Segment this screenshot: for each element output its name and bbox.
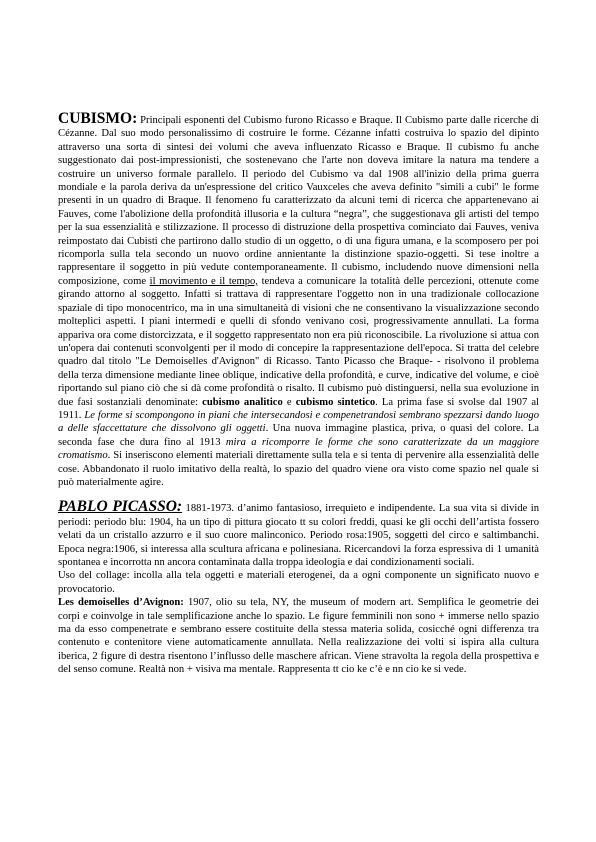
- cubismo-sintetico-term: cubismo sintetico: [295, 396, 376, 408]
- cubismo-text-1: Principali esponenti del Cubismo furono Ricasso e Braque. Il Cubismo parte dalle ricerche di Cézanne. Dal suo modo personalissimo di costruire le forme. Cézanne infatti costruiva lo spazio del dipinto attraverso una sorta di sintesi dei volumi che aveva influenzato Ricasso e Braque. Il cubismo fu anche suggestionato dai post-impressionisti, che sostenevano che l'arte non doveva imitare la natura ma tendere a costruire un universo formale parallelo. Il periodo del Cubismo va dal 1908 all'inizio della prima guerra mondiale e la parola deriva da un'espressione del critico Vauxceles che aveva definito "simili a cubi" le forme presenti in un quadro di Braque. Il fenomeno fu caratterizzato da alcuni temi di ricerca che appartenevano ai Fauves, come l'abolizione della profondità illusoria e la cultura “negra”, che suggestionava gli artisti del tempo per la sua essenzialità e stilizzazione. Il processo di distruzione della prospettiva cominciato dai Fauves, veniva reimpostato dai Cubisti che partirono dallo studio di un oggetto, o di una figura umana, e la scomposero per poi ricomporla sulla tela secondo un nuovo ordine annientante la distinzione spazio-oggetti. Si tese inoltre a rappresentare il soggetto in più vedute contemporaneamente. Il cubismo, includendo nuove dimensioni nella composizione, come: [58, 115, 539, 287]
- cubismo-underlined-text: il movimento e il tempo,: [149, 275, 258, 287]
- cubismo-italic-text-1: Le forme si scompongono in piani che intersecandosi e compenetrandosi sembrano spezzarsi dando luogo a delle sfaccettature che dissolvono gli oggetti: [58, 409, 539, 435]
- cubismo-analitico-term: cubismo analitico: [202, 396, 283, 408]
- picasso-text: 1881-1973. d’animo fantasioso, irrequieto e indipendente. La sua vita si divide in periodi: periodo blu: 1904, ha un tipo di pittura giocato tt su colori freddi, quasi ke gli occhi dell’artista fossero velati da un cristallo azzurro e il suo cuore malinconico. Periodo rosa:1905, soggetti del circo e saltimbanchi. Epoca negra:1906, si interessa alla scultura africana e polinesiana. Ricercandovi la forza espressiva di 1 umanità spontanea e incorrotta nn ancora contaminata dalla troppa ideologia e dai condizionamenti sociali.: [58, 503, 539, 568]
- page-content: [58, 112, 539, 677]
- cubismo-heading: CUBISMO:: [58, 110, 138, 127]
- cubismo-conjunction: e: [282, 396, 296, 408]
- demoiselles-text: 1907, olio su tela, NY, the museum of modern art. Semplifica le geometrie dei corpi e coinvolge in tale semplificazione anche lo spazio. Le figure femminili non sono + immerse nello spazio ma da esso compenetrate e sembrano essere costituite della stessa materia solida, cosicché ogni differenza tra contenuto e contenitore viene automaticamente annullata. Nella realizzazione dei volti si ispira alla cultura iberica, 2 figure di destra risentono l’influsso delle maschere african. Viene stravolta la regola della prospettiva e del senso comune. Realtà non + visiva ma mentale. Rappresenta tt cio ke c’è e nn cio ke si vede.: [58, 597, 539, 676]
- cubismo-text-3: . La prima fase si svolse dal 1907 al 1911.: [58, 396, 539, 421]
- cubismo-italic-text-2: mira a ricomporre le forme che sono caratterizzate da un maggiore cromatismo: [58, 436, 539, 462]
- cubismo-text-4: . Una nuova immagine plastica, priva, o quasi del colore. La seconda fase che dura fino al 1913: [58, 423, 539, 448]
- picasso-heading: PABLO PICASSO:: [58, 498, 183, 516]
- cubismo-text-5: . Si inseriscono elementi materiali direttamente sulla tela e si tenta di pervenire alla essenzialità delle cose. Abbandonato il ruolo imitativo della realtà, lo spazio del quadro viene ora visto come spazio nel quale si può materialmente agire.: [58, 450, 539, 488]
- cubismo-text-2: tendeva a comunicare la totalità delle percezioni, ottenute come girando attorno al soggetto. Infatti si trattava di rappresentare l'oggetto non in una tradizionale collocazione spaziale di tipo monocentrico, ma in una simultaneità di visioni che ne consentivano la visualizzazione secondo molteplici aspetti. I piani intermedi e quelli di sfondo venivano così, progressivamente annullati. La forma appariva ora come distorcizzata, e il soggetto rappresentato non era più riconoscibile. La rivoluzione si attua con un'opera dai contenuti sconvolgenti per il modo di concepire la rappresentazione dell'epoca. Si tratta del celebre quadro dal titolo "Le Demoiselles d'Avignon" di Ricasso. Tanto Picasso che Braque- - risolvono il problema della terza dimensione mediante linee oblique, indicative della profondità, e curve, indicative del volume, e cioè riportando sul piano ciò che si dà come profondità o risalto. Il cubismo può distinguersi, nella sua evoluzione in due fasi sostanziali denominate:: [58, 275, 539, 408]
- demoiselles-label: Les demoiselles d’Avignon:: [58, 597, 184, 609]
- demoiselles-paragraph: [58, 596, 539, 676]
- collage-paragraph: Uso del collage: incolla alla tela oggetti e materiali eterogenei, da a ogni componente un significato nuovo e provocatorio.: [58, 570, 539, 595]
- cubismo-paragraph: [58, 112, 539, 489]
- picasso-paragraph: [58, 500, 539, 569]
